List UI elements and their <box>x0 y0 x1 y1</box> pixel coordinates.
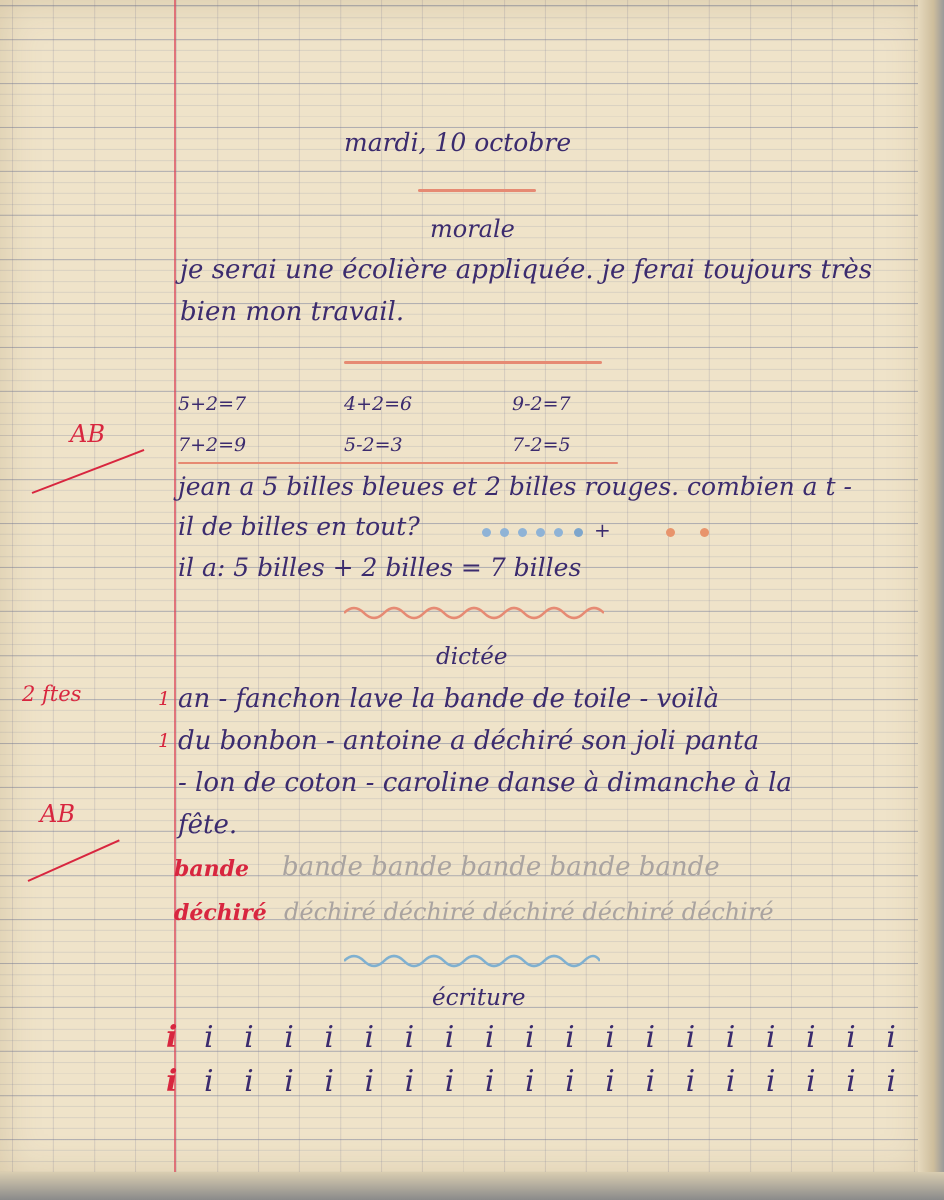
math-op: 5+2=7 <box>178 393 247 415</box>
correction-word-2: déchiré <box>174 900 267 926</box>
blue-marble-dot <box>482 528 491 537</box>
correction-copies-2: déchiré déchiré déchiré déchiré déchiré <box>284 898 774 926</box>
blue-marble-dot <box>500 528 509 537</box>
error-mark: 1 <box>158 688 171 710</box>
page-bottom-edge <box>0 1172 944 1200</box>
separator-rule <box>344 361 602 364</box>
ecriture-title: écriture <box>432 985 526 1011</box>
margin-line <box>174 0 176 1178</box>
blue-marble-dot <box>518 528 527 537</box>
math-underline <box>178 462 618 464</box>
page-edge <box>918 0 944 1200</box>
dictee-line-2: du bonbon - antoine a déchiré son joli panta <box>178 726 760 756</box>
dictee-line-4: fête. <box>178 810 238 840</box>
dictee-line-1: an - fanchon lave la bande de toile - voilà <box>178 684 720 714</box>
math-op: 4+2=6 <box>344 393 413 415</box>
dictee-title: dictée <box>436 644 508 670</box>
grade-underline <box>32 449 145 494</box>
morale-line-1: je serai une écolière appliquée. je ferai toujours très <box>180 255 873 285</box>
blue-marble-dot <box>554 528 563 537</box>
math-problem-line-1: jean a 5 billes bleues et 2 billes rouges. combien a t - <box>178 472 852 501</box>
math-op: 7+2=9 <box>178 434 247 456</box>
ecriture-row-1: i i i i i i i i i i i i i i i i i i <box>204 1020 907 1055</box>
math-op: 9-2=7 <box>512 393 571 415</box>
grade-underline <box>28 839 120 882</box>
ecriture-model-letter: i <box>166 1020 178 1055</box>
wavy-separator <box>344 602 604 624</box>
dictee-margin-note: 2 ftes <box>22 682 82 706</box>
math-answer: il a: 5 billes + 2 billes = 7 billes <box>178 553 582 582</box>
ecriture-row-2: i i i i i i i i i i i i i i i i i i <box>204 1064 907 1099</box>
orange-marble-dot <box>666 528 675 537</box>
morale-line-2: bien mon travail. <box>180 297 405 327</box>
math-op: 7-2=5 <box>512 434 571 456</box>
correction-word-1: bande <box>174 856 250 882</box>
ecriture-model-letter: i <box>166 1064 178 1099</box>
blue-marble-dot <box>536 528 545 537</box>
dictee-line-3: - lon de coton - caroline danse à dimanche à la <box>178 768 792 798</box>
math-op: 5-2=3 <box>344 434 403 456</box>
blue-marble-dot <box>574 528 583 537</box>
orange-marble-dot <box>700 528 709 537</box>
error-mark: 1 <box>158 730 171 752</box>
plus-sign: + <box>594 518 611 542</box>
dictee-grade: AB <box>40 800 75 828</box>
morale-title: morale <box>430 215 515 243</box>
date-heading: mardi, 10 octobre <box>344 128 572 157</box>
wavy-separator <box>344 950 600 972</box>
math-problem-line-2: il de billes en tout? <box>178 512 420 541</box>
math-grade: AB <box>70 420 105 448</box>
correction-copies-1: bande bande bande bande bande <box>282 852 720 882</box>
separator-rule <box>418 189 536 192</box>
